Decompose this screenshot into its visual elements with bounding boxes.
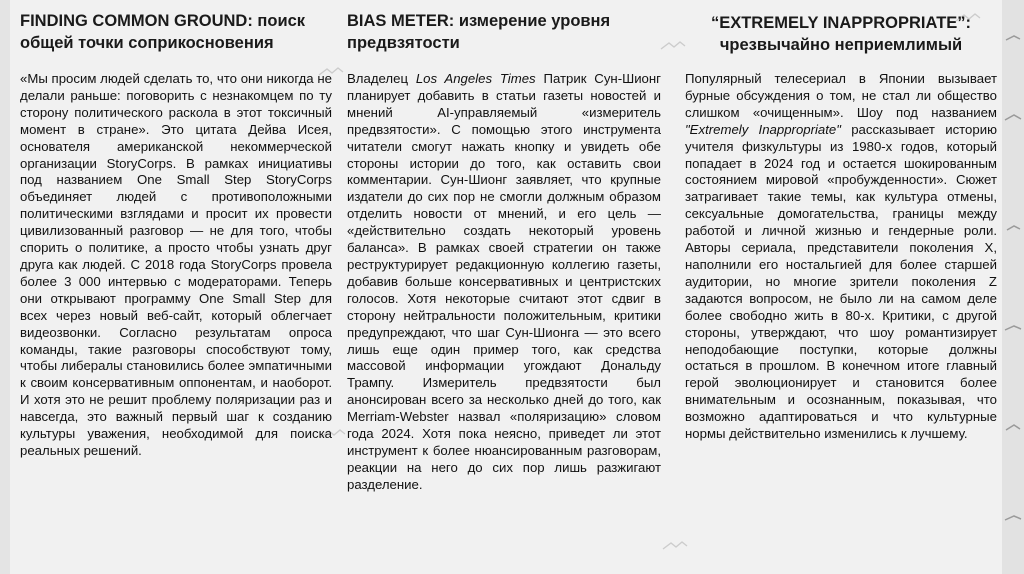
show-title: "Extremely Inappropriate" xyxy=(685,121,841,137)
column-body xyxy=(685,71,997,443)
body-text-rest: Патрик Сун-Шионг планирует добавить в статьи газеты новостей и мнений AI-управляемый «измеритель предвзятости». С помощью этого инструмента читатели смогут нажать кнопку и увидеть обе стороны истории до того, как оставить свои комментарии. Сун-Шионг заявляет, что крупные издатели до сих пор не смогли должным образом отделить новости от мнений, и его цель — «действительно создать некоторый уровень баланса». В рамках своей стратегии он также реструктурирует редакционную коллегию газеты, добавив больше консервативных и центристских голосов. Хотя некоторые считают этот сдвиг в сторону нейтральности положительным, критики предупреждают, что шаг Сун-Шионга — это всего лишь еще один пример того, как средства массовой информации угождают Дональду Трампу. Измеритель предвзятости был анонсирован всего за несколько дней до того, как Merriam-Webster назвал «поляризацию» словом года 2024. Хотя пока неясно, приведет ли этот инструмент к более нюансированным разговорам, реакции на него до сих пор лишь разжигают разделение. xyxy=(347,71,661,492)
right-edge-decoration xyxy=(1002,0,1024,574)
body-text-start: Владелец xyxy=(347,71,416,86)
column-title: BIAS METER: измерение уровня предвзятости xyxy=(347,12,611,52)
bird-decoration-icon xyxy=(662,540,688,552)
column-title: FINDING COMMON GROUND: поиск общей точки соприкосновения xyxy=(20,12,306,52)
body-text-start: Популярный телесериал в Японии вызывает бурные обсуждения о том, не стал ли общество слишком «очищенным». Шоу под названием xyxy=(685,71,997,120)
column-body: «Мы просим людей сделать то, что они никогда не делали раньше: поговорить с незнакомцем по ту сторону политического раскола в этот токсичный момент в стране». Это цитата Дейва Исея, основателя американской некоммерческой организации StoryCorps. В рамках инициативы под названием One Small Step StoryCorps объединяет людей с противоположными политическими взглядами и просит их провести цивилизованный разговор — не для того, чтобы спорить о политике, а просто чтобы узнать друг друга как людей. С 2018 года StoryCorps провела более 3 000 интервью с модераторами. Теперь они открывают программу One Small Step для всех через новый веб-сайт, который облегчает видеозвонки. Согласно результатам опроса команды, такие разговоры способствуют тому, чтобы либералы становились более эмпатичными к своим консервативным оппонентам, и наоборот. И хотя это не решит проблему поляризации раз и навсегда, это важный первый шаг к созданию культуры уважения, необходимой для поиска реальных решений. xyxy=(20,71,332,458)
column-body xyxy=(347,71,661,494)
body-text-rest: рассказывает историю учителя физкультуры из 1980-х годов, который попадает в 2024 год и остается шокированным состоянием мировой «пробужденности». Сюжет затрагивает такие темы, как культура отмены, сексуальные домогательства, границы между работой и личной жизнью и гендерные роли. Авторы сериала, представители поколения X, наполнили его ностальгией для более старшей аудитории, но многие зрители поколения Z задаются вопросом, не было ли на самом деле более свободно жить в 80-х. Критики, с другой стороны, утверждают, что шоу романтизирует неподобающие поступки, которые должны остаться в прошлом. В конечном итоге главный герой эволюционирует и становится более внимательным и осознанным, показывая, что возможно адаптироваться и что культурные нормы действительно изменились к лучшему. xyxy=(685,121,997,442)
publication-name: Los Angeles Times xyxy=(415,71,536,86)
column-title: “EXTREMELY INAPPROPRIATE”: чрезвычайно неприемлимый xyxy=(710,14,972,54)
left-edge-decoration xyxy=(0,0,10,574)
